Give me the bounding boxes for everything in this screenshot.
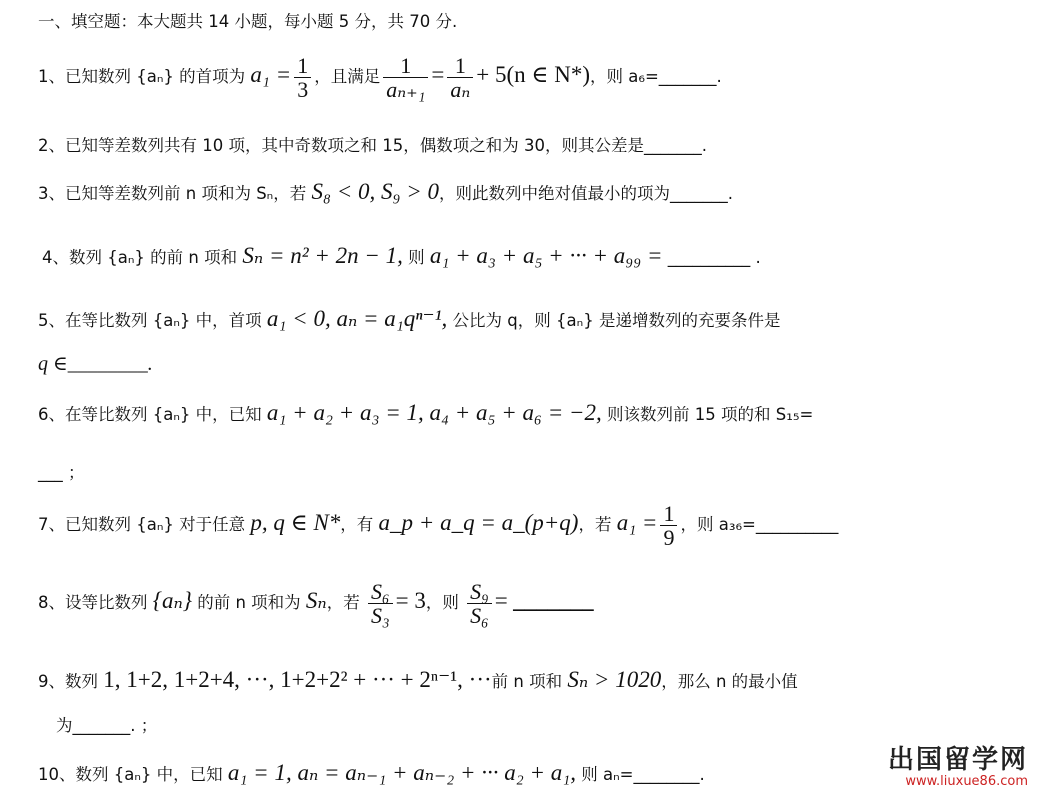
watermark-url: www.liuxue86.com [905, 774, 1028, 789]
question-5: 5、在等比数列 {aₙ} 中，首项 a₁ < 0, aₙ = a₁qⁿ⁻¹, 公比为 q，则 {aₙ} 是递增数列的充要条件是 [38, 306, 781, 331]
q7-math-2: a_p + a_q = a_(p+q) [378, 510, 579, 536]
question-6: 6、在等比数列 {aₙ} 中，已知 a₁ + a₂ + a₃ = 1, a₄ + a₅ + a₆ = −2, 则该数列前 15 项的和 S₁₅= [38, 400, 814, 425]
q1-a1: a₁ = [250, 62, 292, 88]
q8-answer-blank[interactable]: _______ [513, 588, 594, 614]
q1-tail: + 5(n ∈ N*) [476, 62, 590, 88]
q8-math-1: {aₙ} [152, 588, 192, 614]
question-10: 10、数列 {aₙ} 中，已知 a₁ = 1, aₙ = aₙ₋₁ + aₙ₋₂ + ··· a₂ + a₁, 则 aₙ=________. [38, 760, 705, 785]
q8-fraction-1: $\frac{\text{S₆}}{\text{S₃}}$ [368, 580, 393, 627]
question-9-line-2: 为_______. ； [56, 716, 158, 735]
q1-text-3: ，则 a₆=_______. [589, 67, 722, 87]
q8-fraction-2: $\frac{\text{S₉}}{\text{S₆}}$ [467, 580, 492, 627]
question-4: 4、数列 {aₙ} 的前 n 项和 Sₙ = n² + 2n − 1, 则 a₁ + a₃ + a₅ + ··· + a₉₉ = __________ . [42, 243, 761, 268]
question-7: 7、已知数列 {aₙ} 对于任意 p, q ∈ N*，有 a_p + a_q = a_(p+q)，若 a₁ = $\frac{1}{9}$ ，则 a₃₆=__________ [38, 501, 839, 551]
q5-math: a₁ < 0, aₙ = a₁qⁿ⁻¹, [266, 306, 448, 331]
section-header: 一、填空题：本大题共 14 小题，每小题 5 分，共 70 分. [38, 12, 458, 31]
q8-math-2: Sₙ [305, 588, 327, 614]
q7-math-3: a₁ = [616, 510, 658, 536]
q1-text-1: 1、已知数列 {aₙ} 的首项为 [38, 67, 251, 87]
q7-fraction: $\frac{1}{9}$ [660, 502, 677, 549]
q1-fraction-3: $\frac{1}{\text{aₙ}}$ [447, 54, 473, 101]
q4-math-2: a₁ + a₃ + a₅ + ··· + a₉₉ = [429, 243, 663, 268]
question-8: 8、设等比数列 {aₙ} 的前 n 项和为 Sₙ，若 $\frac{\text{S₆}}{\text{S₃}}$ = 3，则 $\frac{\text{S₉}}{\text{S₆}}$ = _______ [38, 579, 594, 629]
question-5-line-2: q ∈________. [38, 353, 153, 375]
question-9: 9、数列 1, 1+2, 1+2+4, ···, 1+2+2² + ··· + 2ⁿ⁻¹, ···前 n 项和 Sₙ > 1020，那么 n 的最小值 [38, 667, 798, 692]
q4-math-1: Sₙ = n² + 2n − 1, [242, 243, 403, 268]
q1-text-2: ，且满足 [314, 67, 381, 87]
q9-math-1: 1, 1+2, 1+2+4, ···, 1+2+2² + ··· + 2ⁿ⁻¹, ··· [103, 667, 492, 692]
watermark-logo [888, 739, 1028, 789]
q3-math: S₈ < 0, S₉ > 0 [311, 179, 440, 204]
q6-math: a₁ + a₂ + a₃ = 1, a₄ + a₅ + a₆ = −2, [266, 400, 602, 425]
question-1 [38, 54, 1046, 101]
watermark-title: 出国留学网 [887, 745, 1028, 775]
q9-math-2: Sₙ > 1020 [567, 667, 662, 692]
q7-math-1: p, q ∈ N* [250, 510, 341, 536]
question-6-line-2: ___ ； [38, 463, 85, 482]
q1-fraction-1: $\frac{1}{3}$ [294, 54, 311, 101]
question-3: 3、已知等差数列前 n 项和为 Sₙ，若 S₈ < 0, S₉ > 0，则此数列中绝对值最小的项为_______. [38, 179, 734, 204]
q10-math: a₁ = 1, aₙ = aₙ₋₁ + aₙ₋₂ + ··· a₂ + a₁, [227, 760, 576, 785]
q1-fraction-2: $\frac{1}{\text{aₙ₊₁}}$ [383, 54, 428, 101]
question-2: 2、已知等差数列共有 10 项，其中奇数项之和 15，偶数项之和为 30，则其公差是_______. [38, 136, 707, 155]
q1-equals: = [431, 62, 445, 88]
